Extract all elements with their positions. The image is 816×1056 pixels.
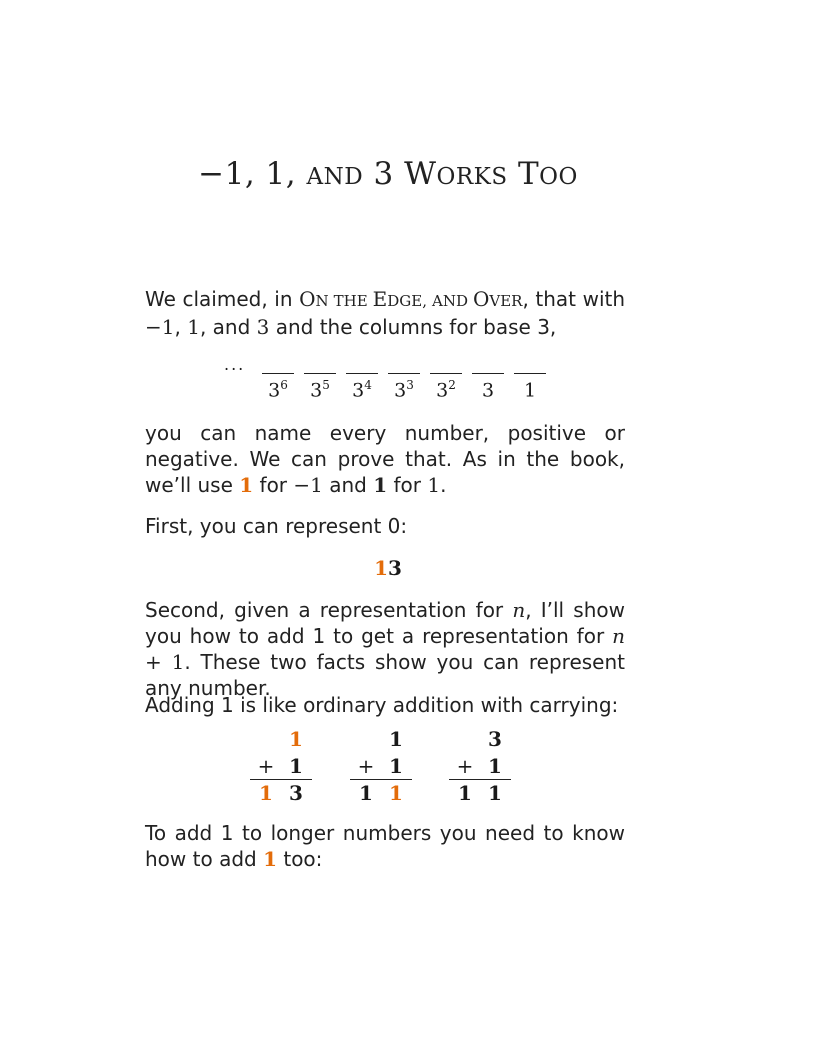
plus-sign: +	[357, 754, 375, 778]
induction-paragraph: Second, given a representation for n, I’ll show you how to add 1 to get a representation for n + 1. These two facts show you can represent any number.	[145, 598, 625, 700]
addition-addend: 1	[389, 754, 403, 778]
longer-numbers-paragraph: To add 1 to longer numbers you need to know how to add 1 too:	[145, 821, 625, 871]
notation-paragraph: you can name every number, positive or negative. We can prove that. As in the book, we’ll use 1 for −1 and 1 for 1.	[145, 421, 625, 497]
addition-example	[350, 727, 414, 808]
zero-representation: 13	[374, 556, 402, 580]
orange-one: 1	[239, 473, 254, 497]
result-digit: 1	[389, 781, 403, 805]
column-label: 1	[514, 373, 546, 401]
addition-addend: 1	[488, 754, 502, 778]
addition-top-digit: 1	[389, 727, 403, 751]
result-digit: 1	[259, 781, 273, 805]
zero-intro-paragraph: First, you can represent 0:	[145, 514, 408, 538]
column-label: $3^2$	[430, 373, 462, 401]
addition-addend: 1	[289, 754, 303, 778]
result-digit: 3	[289, 781, 303, 805]
plus-sign: +	[257, 754, 275, 778]
orange-one: 1	[263, 847, 277, 871]
carry-paragraph: Adding 1 is like ordinary addition with carrying:	[145, 693, 619, 717]
addition-example	[250, 727, 314, 808]
addition-top-digit: 1	[289, 727, 303, 751]
column-label: $3^5$	[304, 373, 336, 401]
result-digit: 1	[359, 781, 373, 805]
result-digit: 1	[458, 781, 472, 805]
addition-example	[449, 727, 513, 808]
intro-paragraph: We claimed, in ON THE EDGE, AND OVER, that with −1, 1, and 3 and the columns for base 3,	[145, 287, 626, 339]
column-label: 3	[472, 373, 504, 401]
base3-columns	[0, 355, 816, 405]
page-title: −1, 1, AND 3 WORKS TOO	[198, 156, 578, 192]
ellipsis: ...	[224, 355, 246, 374]
column-label: $3^3$	[388, 373, 420, 401]
column-label: $3^4$	[346, 373, 378, 401]
column-label: $3^6$	[262, 373, 294, 401]
result-digit: 1	[488, 781, 502, 805]
sum-rule	[250, 779, 312, 780]
addition-top-digit: 3	[488, 727, 502, 751]
book-reference: ON THE EDGE, AND OVER	[299, 287, 523, 311]
sum-rule	[350, 779, 412, 780]
sum-rule	[449, 779, 511, 780]
plus-sign: +	[456, 754, 474, 778]
